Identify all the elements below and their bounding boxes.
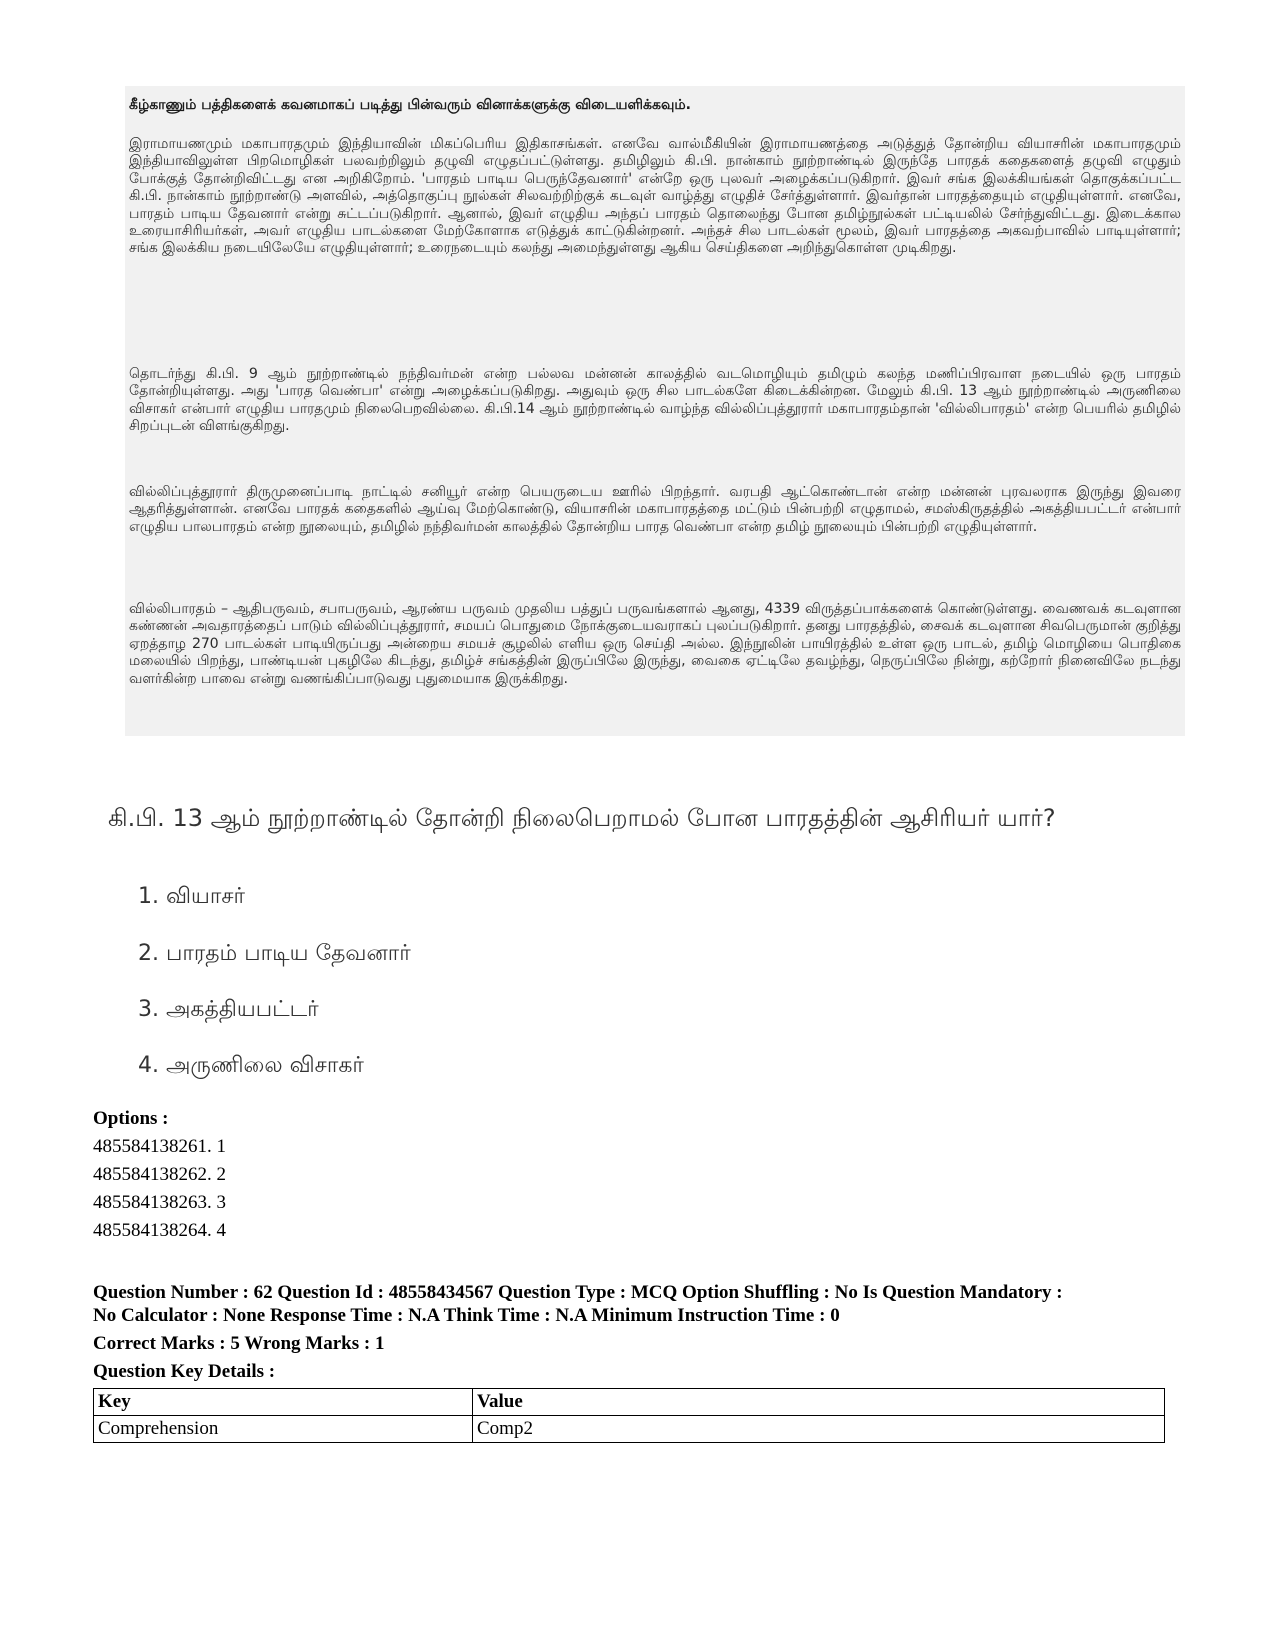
key-details-heading: Question Key Details :	[93, 1361, 276, 1382]
table-cell-value: Comp2	[473, 1416, 1165, 1443]
table-header-value: Value	[473, 1389, 1165, 1416]
question-choice-4: 4. அருணிலை விசாகர்	[138, 1053, 364, 1078]
question-text: கி.பி. 13 ஆம் நூற்றாண்டில் தோன்றி நிலைபெறாமல் போன பாரதத்தின் ஆசிரியர் யார்?	[108, 804, 1056, 832]
option-id-1: 485584138261. 1	[93, 1136, 226, 1157]
comprehension-passage-image	[125, 86, 1185, 736]
passage-paragraph: இராமாயணமும் மகாபாரதமும் இந்தியாவின் மிகப்பெரிய இதிகாசங்கள். எனவே வால்மீகியின் இராமாயணத்தை அடுத்துத் தோன்றிய வியாசரின் மகாபாரதமும் இந்தியாவிலுள்ள பிறமொழிகள் பலவற்றிலும் தழுவி எழுதப்பட்டுள்ளது. தமிழிலும் கி.பி. நான்காம் நூற்றாண்டில் இருந்தே பாரதக் கதைகளைத் தழுவி எழுதும் போக்குத் தோன்றிவிட்டது என அறிகிறோம். 'பாரதம் பாடிய பெருந்தேவனார்' என்றே ஒரு புலவர் அழைக்கப்படுகிறார். இவர் சங்க இலக்கியங்கள் தொகுக்கப்பட்ட கி.பி. நான்காம் நூற்றாண்டு அளவில், அத்தொகுப்பு நூல்கள் சிலவற்றிற்குக் கடவுள் வாழ்த்து எழுதிச் சேர்த்துள்ளார். இவர்தான் பாரதத்தையும் எழுதியுள்ளார். எனவே, பாரதம் பாடிய தேவனார் என்று சுட்டப்படுகிறார். ஆனால், இவர் எழுதிய அந்தப் பாரதம் தொலைந்து போன தமிழ்நூல்கள் பட்டியலில் சேர்ந்துவிட்டது. இடைக்கால உரையாசிரியர்கள், அவர் எழுதிய பாடல்களை மேற்கோளாக எடுத்துக் காட்டுகின்றனர். அந்தச் சில பாடல்கள் மூலம், இவர் பாரதத்தை அகவற்பாவில் பாடியுள்ளார்; சங்க இலக்கிய நடையிலேயே எழுதியுள்ளார்; உரைநடையும் கலந்து அமைந்துள்ளது ஆகிய செய்திகளை அறிந்துகொள்ள முடிகிறது.	[129, 136, 1181, 257]
passage-paragraph: வில்லிபாரதம் – ஆதிபருவம், சபாபருவம், ஆரண்ய பருவம் முதலிய பத்துப் பருவங்களால் ஆனது, 4339 விருத்தப்பாக்களைக் கொண்டுள்ளது. வைணவக் கடவுளான கண்ணன் அவதாரத்தைப் பாடும் வில்லிப்புத்தூரார், சமயப் பொதுமை நோக்குடையவராகப் புலப்படுகிறார். தனது பாரதத்தில், சைவக் கடவுளான சிவபெருமான் குறித்து ஏறத்தாழ 270 பாடல்கள் பாடியிருப்பது அன்றைய சமயச் சூழலில் எளிய ஒரு செய்தி அல்ல. இந்நூலின் பாயிரத்தில் உள்ள ஒரு பாடல், தமிழ் மொழியை பொதிகை மலையில் பிறந்து, பாண்டியன் புகழிலே கிடந்து, தமிழ்ச் சங்கத்தின் இருப்பிலே இருந்து, வைகை ஏட்டிலே தவழ்ந்து, நெருப்பிலே நின்று, கற்றோர் நினைவிலே நடந்து வளர்கின்ற பாவை என்று வணங்கிப்பாடுவது புதுமையாக இருக்கிறது.	[129, 601, 1181, 687]
passage-paragraph: தொடர்ந்து கி.பி. 9 ஆம் நூற்றாண்டில் நந்திவர்மன் என்ற பல்லவ மன்னன் காலத்தில் வடமொழியும் தமிழும் கலந்த மணிப்பிரவாள நடையில் ஒரு பாரதம் தோன்றியுள்ளது. அது 'பாரத வெண்பா' என்று அழைக்கப்படுகிறது. அதுவும் ஒரு சில பாடல்களே கிடைக்கின்றன. மேலும் கி.பி. 13 ஆம் நூற்றாண்டில் அருணிலை விசாகர் என்பார் எழுதிய பாரதமும் நிலைபெறவில்லை. கி.பி.14 ஆம் நூற்றாண்டில் வாழ்ந்த வில்லிப்புத்தூரார் மகாபாரதம்தான் 'வில்லிபாரதம்' என்ற பெயரில் தமிழில் சிறப்புடன் விளங்குகிறது.	[129, 366, 1181, 435]
passage-paragraph: வில்லிப்புத்தூரார் திருமுனைப்பாடி நாட்டில் சனியூர் என்ற பெயருடைய ஊரில் பிறந்தார். வரபதி ஆட்கொண்டான் என்ற மன்னன் புரவலராக இருந்து இவரை ஆதரித்துள்ளான். எனவே பாரதக் கதைகளில் ஆய்வு மேற்கொண்டு, வியாசரின் மகாபாரதத்தை மட்டும் பின்பற்றி எழுதாமல், சமஸ்கிருதத்தில் அகத்தியபட்டர் என்பார் எழுதிய பாலபாரதம் என்ற நூலையும், தமிழில் நந்திவர்மன் காலத்தில் தோன்றிய பாரத வெண்பா என்ற தமிழ் நூலையும் பின்பற்றி எழுதியுள்ளார்.	[129, 484, 1181, 535]
marks-line: Correct Marks : 5 Wrong Marks : 1	[93, 1333, 385, 1354]
table-cell-key: Comprehension	[94, 1416, 473, 1443]
question-choice-1: 1. வியாசர்	[138, 884, 246, 909]
option-id-2: 485584138262. 2	[93, 1164, 226, 1185]
question-meta-line-1: Question Number : 62 Question Id : 48558434567 Question Type : MCQ Option Shuffling : No Is Question Mandatory :	[93, 1282, 1063, 1303]
table-row	[94, 1416, 1165, 1443]
question-meta-line-2: No Calculator : None Response Time : N.A Think Time : N.A Minimum Instruction Time : 0	[93, 1305, 840, 1326]
option-id-3: 485584138263. 3	[93, 1192, 226, 1213]
question-key-table	[93, 1388, 1165, 1443]
passage-instruction: கீழ்காணும் பத்திகளைக் கவனமாகப் படித்து பின்வரும் வினாக்களுக்கு விடையளிக்கவும்.	[129, 97, 691, 113]
table-header-key: Key	[94, 1389, 473, 1416]
question-choice-2: 2. பாரதம் பாடிய தேவனார்	[138, 941, 411, 966]
options-heading: Options :	[93, 1108, 169, 1129]
option-id-4: 485584138264. 4	[93, 1220, 226, 1241]
question-choice-3: 3. அகத்தியபட்டர்	[138, 997, 319, 1022]
table-header-row	[94, 1389, 1165, 1416]
